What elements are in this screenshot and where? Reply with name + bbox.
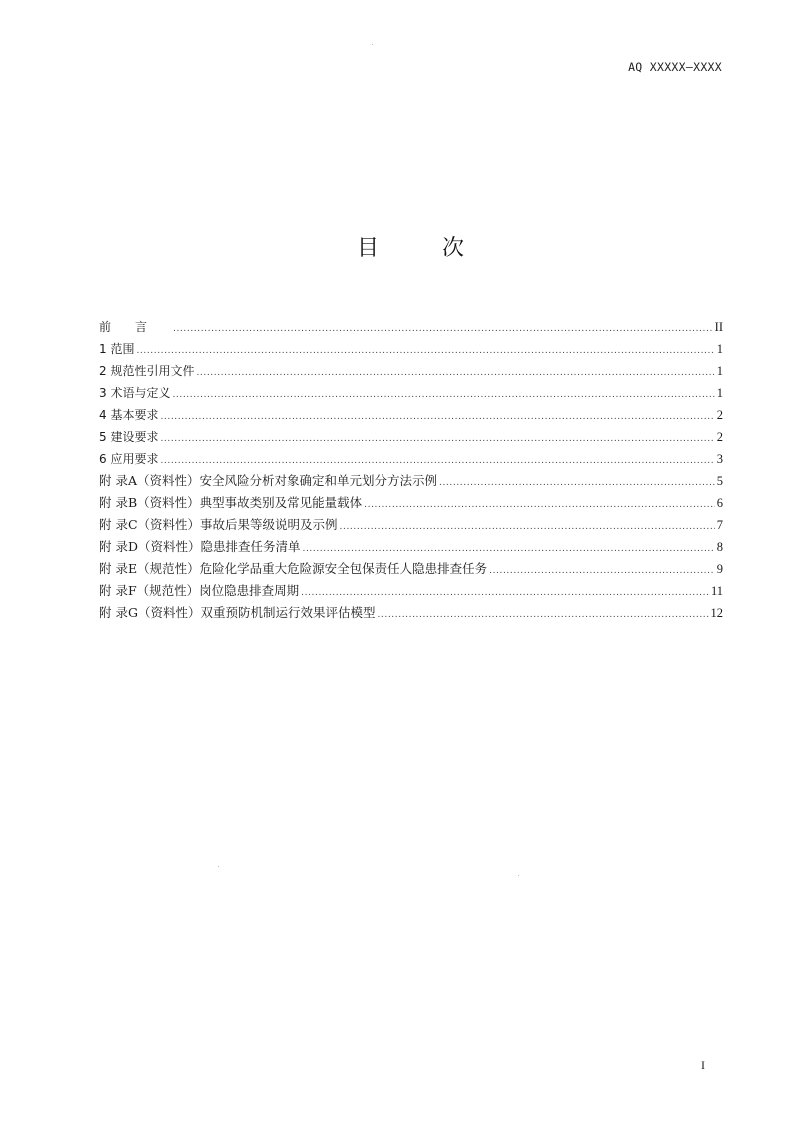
scan-speck: [372, 44, 373, 45]
toc-entry-construction-requirements[interactable]: [99, 426, 723, 448]
page-number: I: [701, 1058, 705, 1072]
toc-entry-page: 3: [716, 452, 723, 466]
toc-entry-page: 2: [716, 430, 723, 444]
toc-entry-scope[interactable]: [99, 338, 723, 360]
toc-entry-appendix-e[interactable]: [99, 558, 723, 580]
toc-entry-label: 4 基本要求: [99, 408, 159, 422]
toc-entry-appendix-c[interactable]: [99, 514, 723, 536]
toc-leader-dots: [196, 362, 714, 384]
toc-entry-label: 3 术语与定义: [99, 386, 171, 400]
toc-title: 目 次: [357, 236, 492, 261]
toc-leader-dots: [301, 582, 709, 604]
toc-entry-label: 附 录D（资料性）隐患排查任务清单: [99, 539, 301, 554]
toc-leader-dots: [364, 494, 715, 516]
toc-leader-dots: [160, 406, 714, 428]
table-of-contents: [99, 316, 723, 624]
toc-entry-label: 附 录A（资料性）安全风险分析对象确定和单元划分方法示例: [99, 473, 438, 488]
toc-entry-label: 前言: [99, 320, 172, 334]
toc-leader-dots: [172, 384, 714, 406]
toc-entry-page: 9: [716, 562, 723, 576]
toc-entry-page: 5: [716, 474, 723, 488]
toc-entry-label: 6 应用要求: [99, 452, 159, 466]
toc-entry-label: 2 规范性引用文件: [99, 364, 195, 378]
toc-entry-label: 5 建设要求: [99, 430, 159, 444]
toc-entry-terms-definitions[interactable]: [99, 382, 723, 404]
toc-leader-dots: [340, 516, 715, 538]
toc-entry-foreword[interactable]: [99, 316, 723, 338]
toc-entry-label: 附 录F（规范性）岗位隐患排查周期: [99, 583, 300, 598]
toc-leader-dots: [439, 472, 715, 494]
toc-entry-label: 附 录B（资料性）典型事故类别及常见能量载体: [99, 495, 363, 510]
toc-entry-label: 附 录E（规范性）危险化学品重大危险源安全包保责任人隐患排查任务: [99, 561, 488, 576]
toc-entry-appendix-b[interactable]: [99, 492, 723, 514]
toc-entry-page: 2: [716, 408, 723, 422]
toc-leader-dots: [160, 450, 714, 472]
toc-entry-page: II: [714, 320, 723, 334]
toc-entry-label: 1 范围: [99, 342, 135, 356]
toc-entry-application-requirements[interactable]: [99, 448, 723, 470]
toc-entry-appendix-f[interactable]: [99, 580, 723, 602]
toc-entry-page: 7: [716, 518, 723, 532]
toc-leader-dots: [489, 560, 715, 582]
toc-entry-page: 12: [710, 606, 723, 620]
toc-entry-appendix-g[interactable]: [99, 602, 723, 624]
toc-entry-page: 8: [716, 540, 723, 554]
scan-speck: [218, 866, 219, 867]
toc-leader-dots: [303, 538, 715, 560]
toc-leader-dots: [160, 428, 714, 450]
toc-leader-dots: [377, 604, 708, 626]
toc-entry-appendix-a[interactable]: [99, 470, 723, 492]
toc-entry-basic-requirements[interactable]: [99, 404, 723, 426]
toc-entry-page: 1: [716, 386, 723, 400]
toc-entry-normative-references[interactable]: [99, 360, 723, 382]
toc-entry-label: 附 录C（资料性）事故后果等级说明及示例: [99, 517, 338, 532]
toc-entry-page: 11: [710, 584, 723, 598]
toc-entry-page: 1: [716, 342, 723, 356]
document-code: AQ XXXXX—XXXX: [628, 60, 722, 74]
toc-leader-dots: [136, 340, 714, 362]
toc-entry-label: 附 录G（资料性）双重预防机制运行效果评估模型: [99, 605, 376, 620]
toc-entry-page: 6: [716, 496, 723, 510]
toc-entry-appendix-d[interactable]: [99, 536, 723, 558]
scan-speck: [518, 875, 519, 876]
toc-entry-page: 1: [716, 364, 723, 378]
toc-leader-dots: [173, 318, 713, 340]
